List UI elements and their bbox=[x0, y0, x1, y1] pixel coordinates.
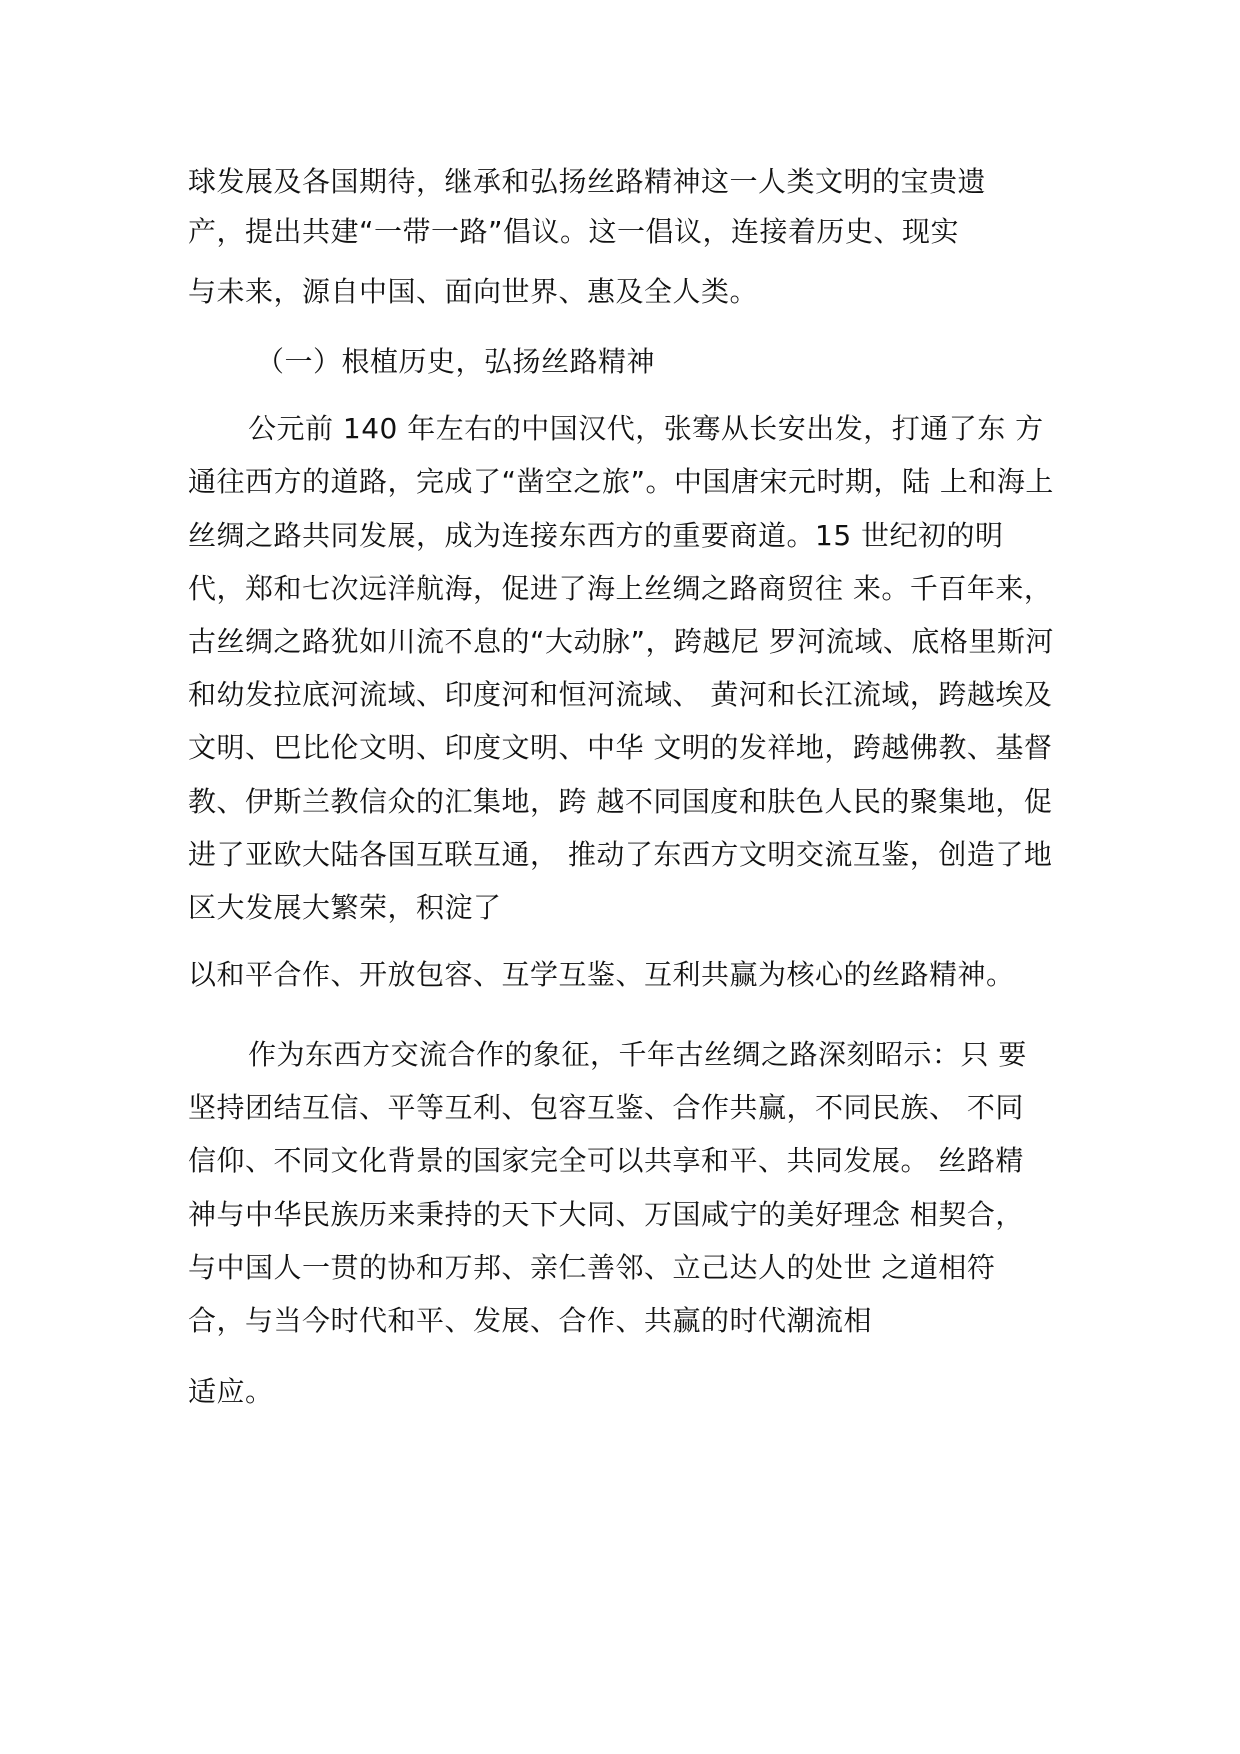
text-line: 区大发展大繁荣，积淀了 bbox=[188, 891, 502, 924]
text-line: 进了亚欧大陆各国互联互通， 推动了东西方文明交流互鉴，创造了地 bbox=[188, 838, 1053, 871]
paragraph-first-line: 作为东西方交流合作的象征，千年古丝绸之路深刻昭示：只 要 bbox=[248, 1038, 1027, 1071]
text-line: 和幼发拉底河流域、印度河和恒河流域、 黄河和长江流域，跨越埃及 bbox=[188, 678, 1053, 711]
text-line: 神与中华民族历来秉持的天下大同、万国咸宁的美好理念 相契合， bbox=[188, 1198, 1024, 1231]
text-line: 文明、巴比伦文明、印度文明、中华 文明的发祥地，跨越佛教、基督 bbox=[188, 731, 1053, 764]
text-line: 产，提出共建“一带一路”倡议。这一倡议，连接着历史、现实 bbox=[188, 215, 960, 248]
text-line: 丝绸之路共同发展，成为连接东西方的重要商道。15 世纪初的明 bbox=[188, 519, 1004, 552]
text-line: 球发展及各国期待，继承和弘扬丝路精神这一人类文明的宝贵遗 bbox=[188, 165, 987, 198]
text-line: 合，与当今时代和平、发展、合作、共赢的时代潮流相 bbox=[188, 1304, 873, 1337]
text-line: 信仰、不同文化背景的国家完全可以共享和平、共同发展。 丝路精 bbox=[188, 1144, 1024, 1177]
section-heading: （一）根植历史，弘扬丝路精神 bbox=[256, 345, 656, 378]
text-line: 以和平合作、开放包容、互学互鉴、互利共赢为核心的丝路精神。 bbox=[188, 958, 1015, 991]
paragraph-first-line: 公元前 140 年左右的中国汉代，张骞从长安出发，打通了东 方 bbox=[248, 412, 1044, 445]
text-line: 古丝绸之路犹如川流不息的“大动脉”，跨越尼 罗河流域、底格里斯河 bbox=[188, 625, 1054, 658]
text-line: 与未来，源自中国、面向世界、惠及全人类。 bbox=[188, 275, 759, 308]
text-line: 与中国人一贯的协和万邦、亲仁善邻、立己达人的处世 之道相符 bbox=[188, 1251, 996, 1284]
text-line: 教、伊斯兰教信众的汇集地，跨 越不同国度和肤色人民的聚集地，促 bbox=[188, 785, 1053, 818]
text-line: 通往西方的道路，完成了“凿空之旅”。中国唐宋元时期，陆 上和海上 bbox=[188, 465, 1054, 498]
text-line: 代，郑和七次远洋航海，促进了海上丝绸之路商贸往 来。千百年来， bbox=[188, 572, 1053, 605]
text-line: 坚持团结互信、平等互利、包容互鉴、合作共赢，不同民族、 不同 bbox=[188, 1091, 1024, 1124]
text-line: 适应。 bbox=[188, 1375, 274, 1408]
